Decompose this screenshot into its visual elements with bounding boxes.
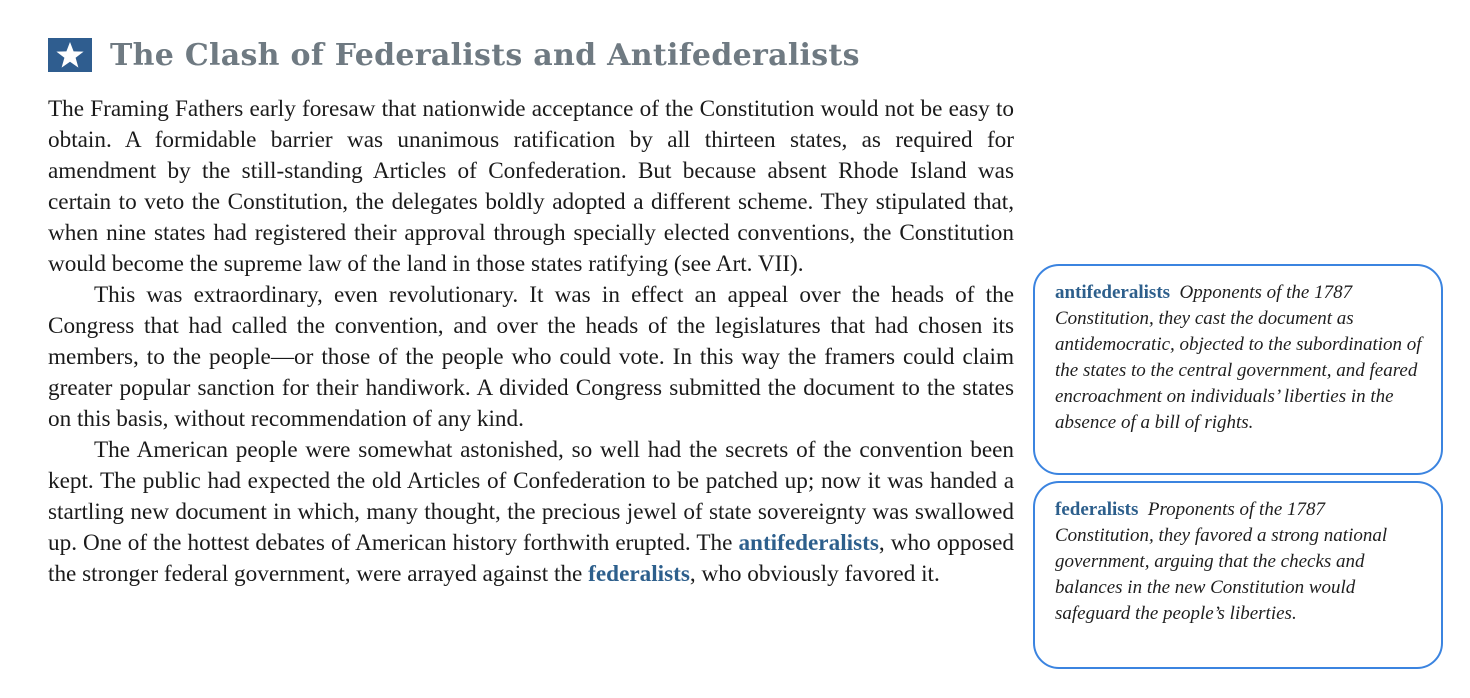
glossary-term: federalists — [1055, 499, 1139, 520]
paragraph-3 — [48, 435, 1014, 590]
section-heading — [48, 30, 860, 80]
glossary-term: antifederalists — [1055, 282, 1171, 303]
section-title: The Clash of Federalists and Antifederalists — [110, 37, 860, 73]
paragraph-1: The Framing Fathers early foresaw that nationwide acceptance of the Constitution would not be easy to obtain. A formidable barrier was unanimous ratification by all thirteen states, as required for amendment by the still-standing Articles of Confederation. But because absent Rhode Island was certain to veto the Constitution, the delegates boldly adopted a different scheme. They stipulated that, when nine states had registered their approval through specially elected conventions, the Constitution would become the supreme law of the land in those states ratifying (see Art. VII). — [48, 96, 1014, 277]
paragraph-3-text-after: , who obviously favored it. — [689, 561, 940, 587]
glossary-box-antifederalists — [1033, 264, 1443, 475]
star-icon — [55, 41, 85, 69]
glossary-definition: Proponents of the 1787 Constitution, they favored a strong national government, arguing that the checks and balances in the new Constitution would safeguard the people’s liberties. — [1055, 499, 1388, 624]
term-link-antifederalists[interactable]: antifederalists — [738, 530, 879, 556]
paragraph-3-text-middle: , who opposed the stronger federal government, were arrayed against the — [48, 530, 1014, 587]
star-badge — [48, 38, 92, 72]
term-link-federalists[interactable]: federalists — [588, 561, 690, 587]
body-text — [48, 94, 1014, 590]
glossary-definition: Opponents of the 1787 Constitution, they cast the document as antidemocratic, objected to the subordination of the states to the central government, and feared encroachment on individuals’ liberties in the absence of a bill of rights. — [1055, 282, 1422, 433]
glossary-box-federalists — [1033, 481, 1443, 669]
paragraph-3-text-before: The American people were somewhat astonished, so well had the secrets of the convention been kept. The public had expected the old Articles of Confederation to be patched up; now it was handed a startling new document in which, many thought, the precious jewel of state sovereignty was swallowed up. One of the hottest debates of American history forthwith erupted. The — [48, 437, 1014, 556]
paragraph-2: This was extraordinary, even revolutionary. It was in effect an appeal over the heads of the Congress that had called the convention, and over the heads of the legislatures that had chosen its members, to the people—or those of the people who could vote. In this way the framers could claim greater popular sanction for their handiwork. A divided Congress submitted the document to the states on this basis, without recommendation of any kind. — [48, 282, 1014, 432]
